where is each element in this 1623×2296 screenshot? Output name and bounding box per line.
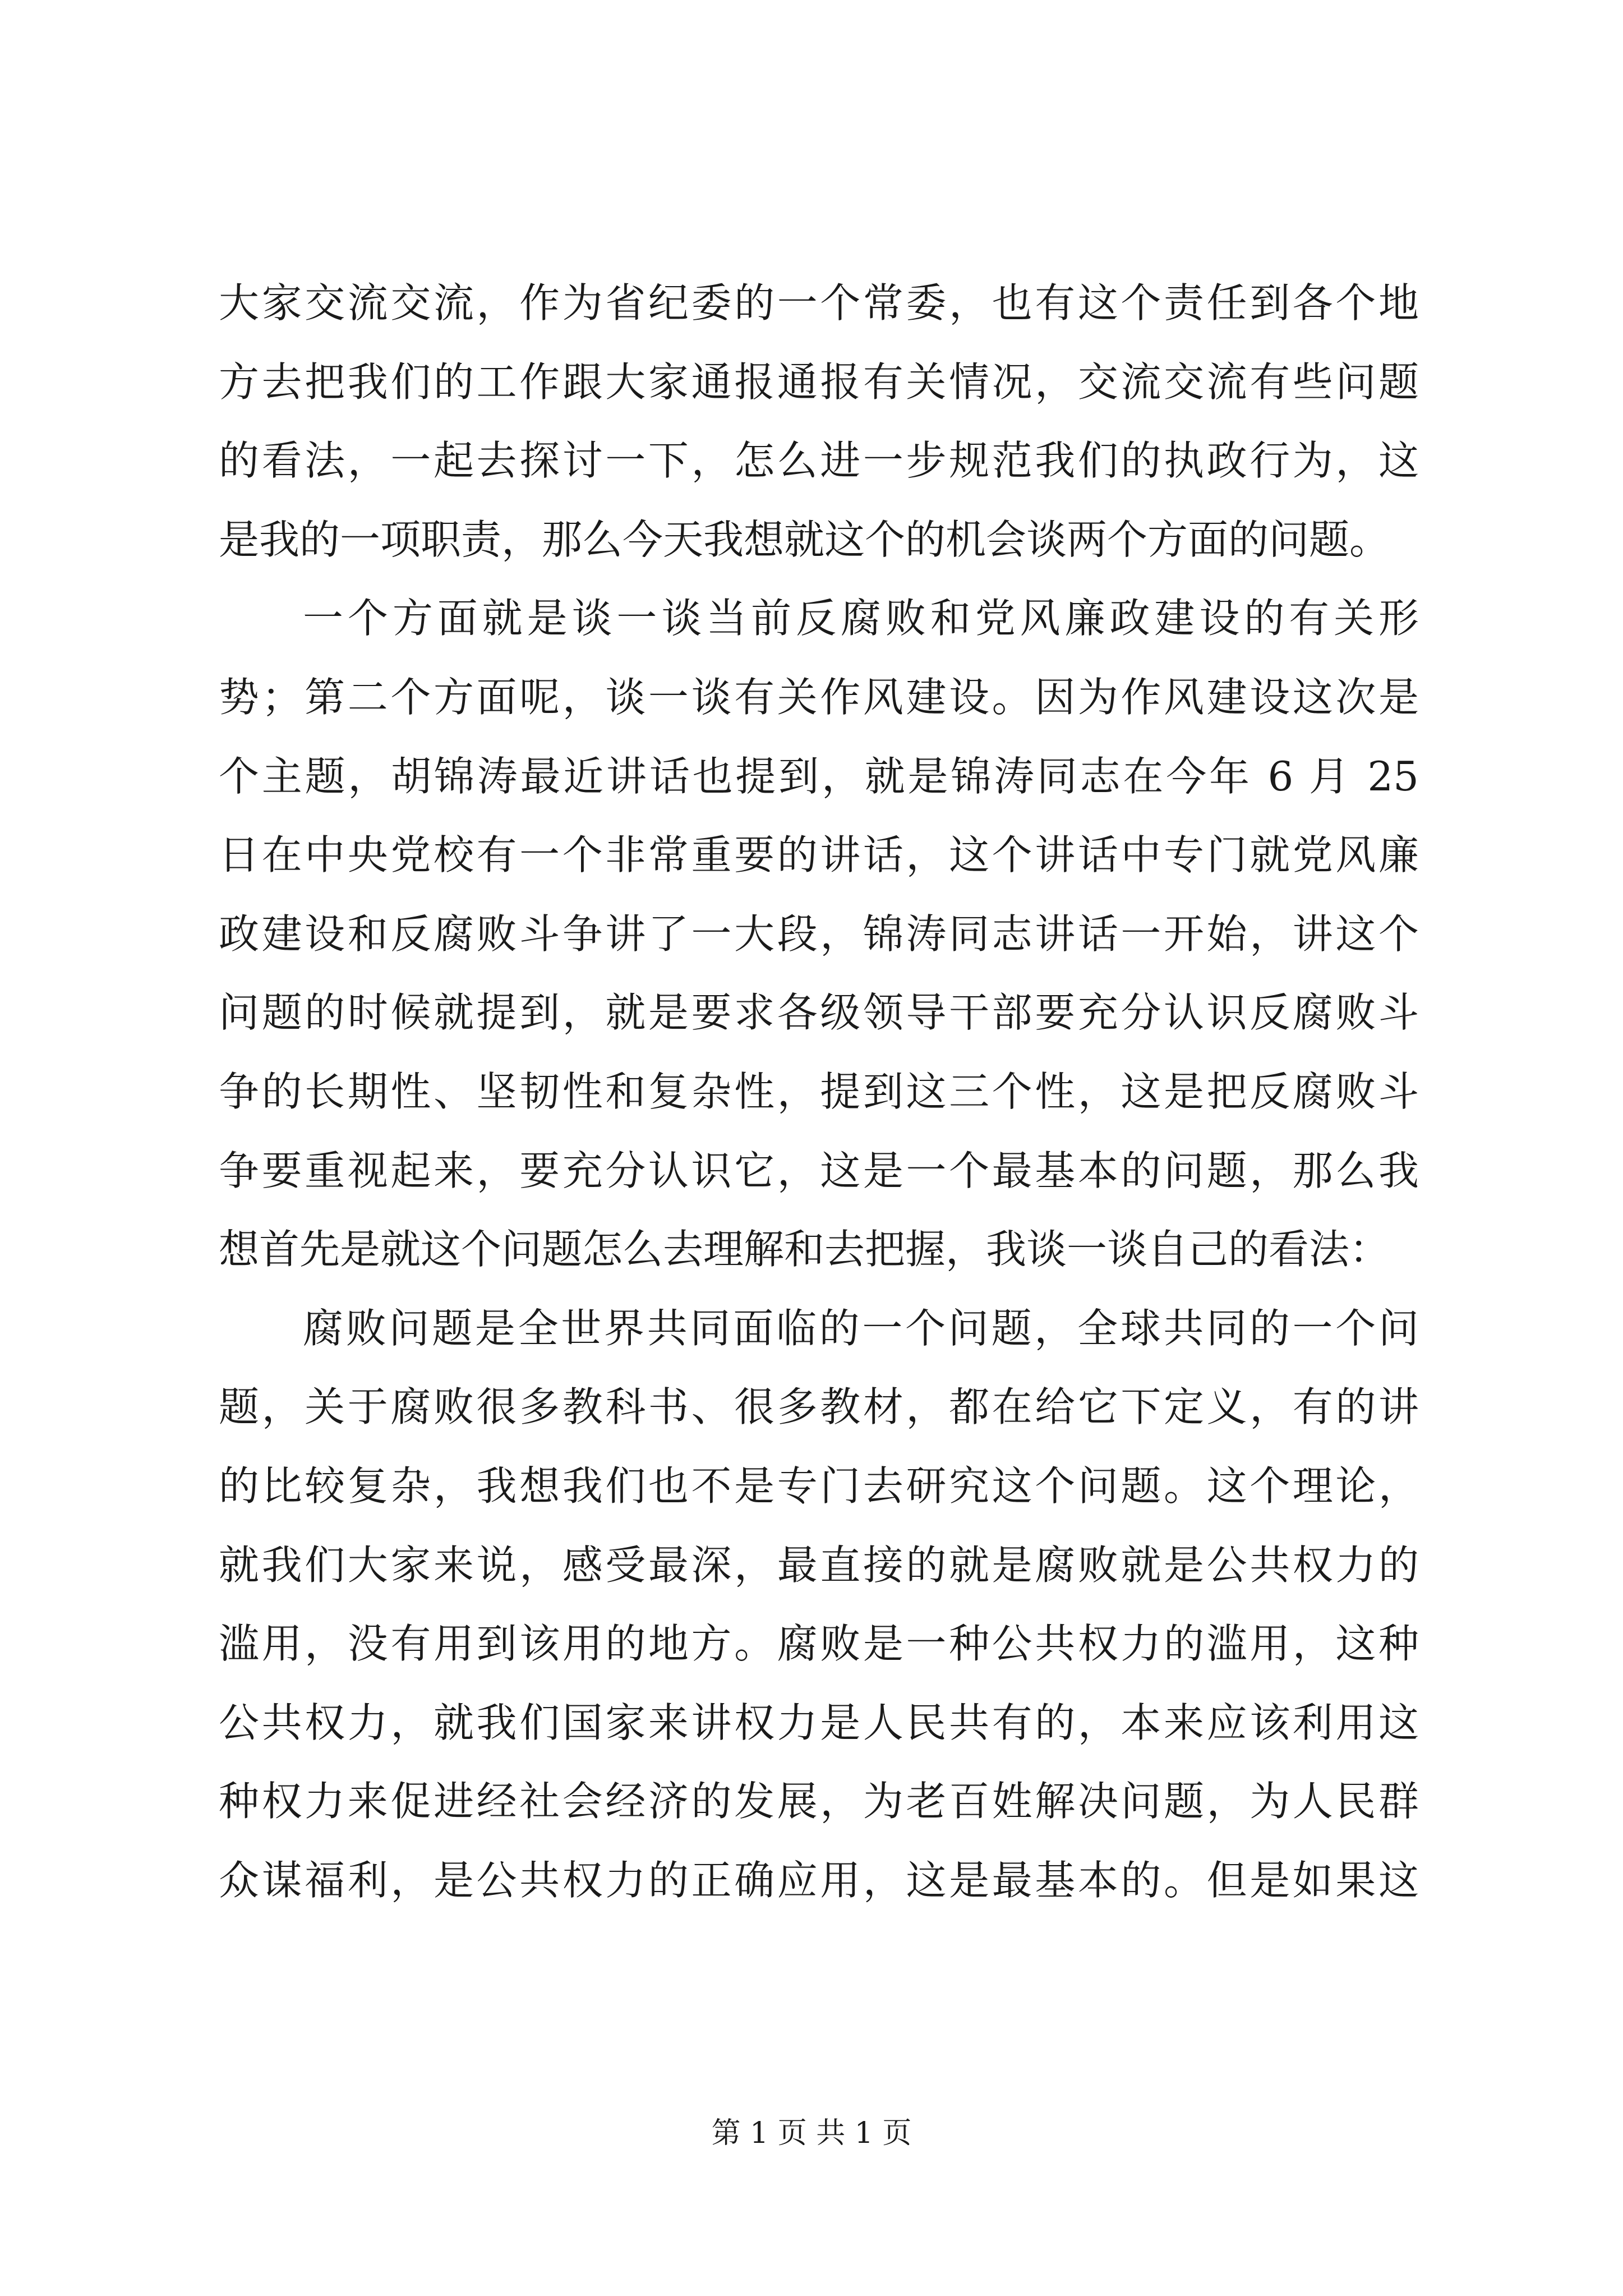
text-line: 的比较复杂，我想我们也不是专门去研究这个问题。这个理论，: [219, 1462, 1419, 1510]
text-line: 大家交流交流，作为省纪委的一个常委，也有这个责任到各个地: [219, 279, 1419, 326]
text-line: 政建设和反腐败斗争讲了一大段，锦涛同志讲话一开始，讲这个: [219, 910, 1419, 958]
text-line: 个主题，胡锦涛最近讲话也提到，就是锦涛同志在今年 6 月 25: [219, 752, 1419, 800]
text-line: 滥用，没有用到该用的地方。腐败是一种公共权力的滥用，这种: [219, 1620, 1419, 1668]
body-text: [219, 264, 1419, 1920]
page-footer: 第 1 页 共 1 页: [711, 2116, 912, 2150]
text-line: 就我们大家来说，感受最深，最直接的就是腐败就是公共权力的: [219, 1541, 1419, 1589]
text-line: 一个方面就是谈一谈当前反腐败和党风廉政建设的有关形: [303, 595, 1419, 642]
text-line: 众谋福利，是公共权力的正确应用，这是最基本的。但是如果这: [219, 1856, 1419, 1904]
text-line: 方去把我们的工作跟大家通报通报有关情况，交流交流有些问题: [219, 358, 1419, 406]
text-line: 题，关于腐败很多教科书、很多教材，都在给它下定义，有的讲: [219, 1383, 1419, 1431]
text-line: 争的长期性、坚韧性和复杂性，提到这三个性，这是把反腐败斗: [219, 1068, 1419, 1115]
text-line: 的看法，一起去探讨一下，怎么进一步规范我们的执政行为，这: [219, 437, 1419, 485]
text-line: 想首先是就这个问题怎么去理解和去把握，我谈一谈自己的看法：: [219, 1226, 1390, 1273]
text-line: 争要重视起来，要充分认识它，这是一个最基本的问题，那么我: [219, 1147, 1419, 1194]
text-line: 腐败问题是全世界共同面临的一个问题，全球共同的一个问: [303, 1304, 1419, 1352]
text-line: 势；第二个方面呢，谈一谈有关作风建设。因为作风建设这次是: [219, 673, 1419, 721]
text-line: 是我的一项职责，那么今天我想就这个的机会谈两个方面的问题。: [219, 516, 1390, 563]
text-line: 种权力来促进经社会经济的发展，为老百姓解决问题，为人民群: [219, 1778, 1419, 1825]
text-line: 问题的时候就提到，就是要求各级领导干部要充分认识反腐败斗: [219, 989, 1419, 1037]
text-line: 日在中央党校有一个非常重要的讲话，这个讲话中专门就党风廉: [219, 831, 1419, 879]
text-line: 公共权力，就我们国家来讲权力是人民共有的，本来应该利用这: [219, 1699, 1419, 1746]
